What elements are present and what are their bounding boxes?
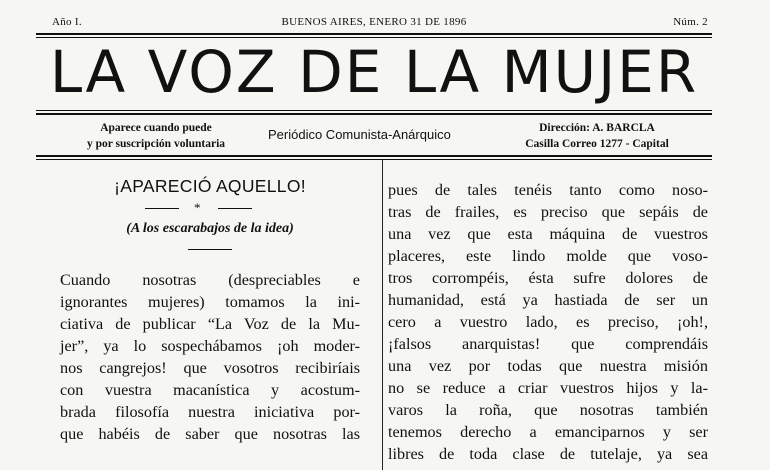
subtitle-rule xyxy=(188,249,232,250)
text-line: pues de tales tenéis tanto como noso- xyxy=(388,181,708,199)
text-line: ciativa de publicar “La Voz de la Mu- xyxy=(60,315,360,333)
editorial-address xyxy=(492,120,702,152)
column-divider xyxy=(382,160,383,470)
asterisk-ornament: * xyxy=(194,200,201,215)
publication-note-line1: Aparece cuando puede xyxy=(100,122,212,134)
text-line: ignorantes mujeres) tomamos la ini- xyxy=(60,293,360,311)
headline-ornament xyxy=(60,201,360,215)
subheader-rule-thick xyxy=(36,155,712,157)
dateline xyxy=(36,16,712,30)
text-line: una vez que esta máquina de vuestros xyxy=(388,225,708,243)
text-line: jer”, ya lo sospechábamos ¡oh moder- xyxy=(60,337,360,355)
periodical-type: Periódico Comunista-Anárquico xyxy=(268,127,451,142)
right-column xyxy=(388,179,708,465)
text-line: humanidad, está ya hastiada de ser un xyxy=(388,291,708,309)
text-line: Cuando nosotras (despreciables e xyxy=(60,271,360,289)
masthead-rule-thick xyxy=(36,113,712,115)
publication-note xyxy=(66,120,246,152)
article-headline: ¡APARECIÓ AQUELLO! xyxy=(114,176,306,196)
issue-year: Año I. xyxy=(52,16,82,28)
left-column xyxy=(60,176,360,445)
text-line: varos la roña, que nosotras también xyxy=(388,401,708,419)
text-line: que habéis de saber que nosotras las xyxy=(60,425,360,443)
text-line: no se reduce a criar vuestros hijos y la- xyxy=(388,379,708,397)
text-line: brada filosofía nuestra iniciativa por- xyxy=(60,403,360,421)
text-line: cero a vuestro lado, es preciso, ¡oh!, xyxy=(388,313,708,331)
subheader-rule-thin xyxy=(36,159,712,160)
ornament-line-right xyxy=(218,208,252,209)
article-subtitle: (A los escarabajos de la idea) xyxy=(126,221,294,236)
left-column-text xyxy=(60,269,360,445)
top-rule-thick xyxy=(36,33,712,35)
text-line: ¡falsos anarquistas! que comprendáis xyxy=(388,335,708,353)
issue-number: Núm. 2 xyxy=(673,16,708,28)
text-line: tenemos derecho a emanciparnos y ser xyxy=(388,423,708,441)
subheader xyxy=(36,119,712,155)
masthead-rule-thin xyxy=(36,110,712,111)
text-line: tras de frailes, es preciso que sepáis de xyxy=(388,203,708,221)
text-line: libres de toda clase de tutelaje, ya sea xyxy=(388,445,708,463)
text-line: una vez por todas que nuestra misión xyxy=(388,357,708,375)
mailbox-line: Casilla Correo 1277 - Capital xyxy=(525,138,669,150)
right-column-text xyxy=(388,179,708,465)
text-line: con vuestra macanística y acostum- xyxy=(60,381,360,399)
place-date: BUENOS AIRES, ENERO 31 DE 1896 xyxy=(281,16,467,28)
director-line: Dirección: A. BARCLA xyxy=(539,122,655,134)
text-line: nos cangrejos! que vosotros recibiríais xyxy=(60,359,360,377)
text-line: tros corrompéis, ésta sufre dolores de xyxy=(388,269,708,287)
masthead-title: LA VOZ DE LA MUJER xyxy=(49,38,699,106)
text-line: placeres, este lindo molde que voso- xyxy=(388,247,708,265)
publication-note-line2: y por suscripción voluntaria xyxy=(86,138,226,150)
ornament-line-left xyxy=(145,208,179,209)
